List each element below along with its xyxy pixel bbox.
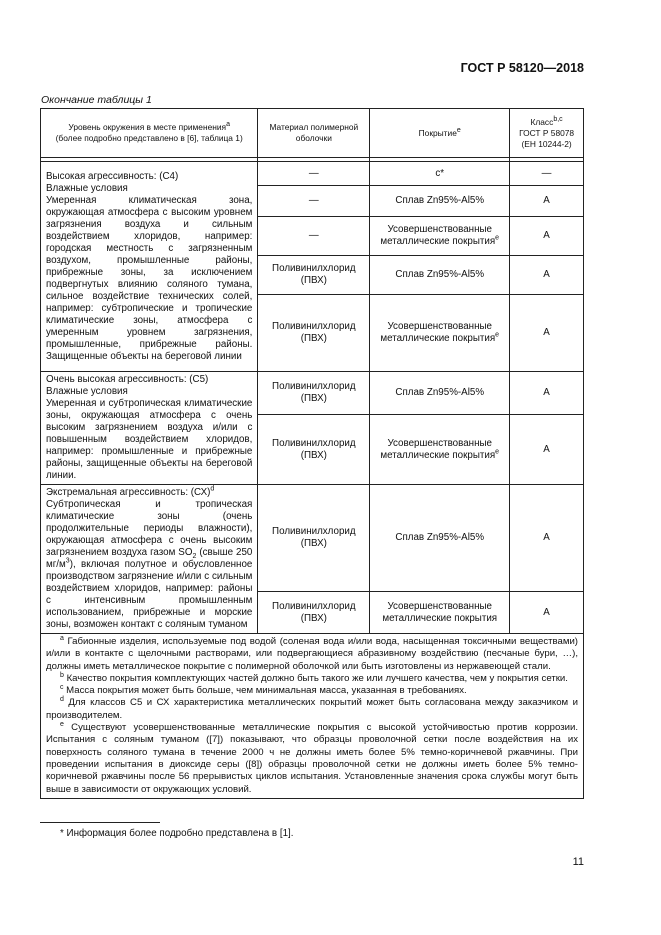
coating-cell: Усовершенствованные металлические покрытия$^e$ <box>370 295 510 372</box>
coating-cell: Усовершенствованные металлические покрытия <box>370 592 510 634</box>
header-environment: Уровень окружения в месте применения$^a$ (более подробно представлено в [6], таблица 1) <box>41 109 258 158</box>
table-row <box>41 372 584 415</box>
material-cell: — <box>258 217 370 256</box>
coating-cell: Сплав Zn95%-Al5% <box>370 372 510 415</box>
coating-cell: c* <box>370 162 510 186</box>
class-cell: — <box>510 162 584 186</box>
header-material: Материал полимерной оболочки <box>258 109 370 158</box>
note-b: $^b$ Качество покрытия комплектующих частей должно быть такого же или лучшего качества, чем у покрытия сетки. <box>60 671 568 684</box>
notes-row <box>41 634 584 799</box>
note-d: $^d$ Для классов С5 и СХ характеристика металлических покрытий может быть согласована между заказчиком и производителем. <box>46 696 578 721</box>
standard-header: ГОСТ Р 58120—2018 <box>460 61 584 75</box>
material-cell: Поливинилхлорид (ПВХ) <box>258 295 370 372</box>
coating-cell: Сплав Zn95%-Al5% <box>370 186 510 217</box>
table-notes <box>41 634 584 799</box>
coating-cell: Сплав Zn95%-Al5% <box>370 485 510 592</box>
coating-table <box>40 108 584 799</box>
coating-cell: Усовершенствованные металлические покрытия$^e$ <box>370 415 510 485</box>
material-cell: Поливинилхлорид (ПВХ) <box>258 415 370 485</box>
coating-cell: Усовершенствованные металлические покрытия$^e$ <box>370 217 510 256</box>
material-cell: — <box>258 186 370 217</box>
coating-cell: Сплав Zn95%-Al5% <box>370 256 510 295</box>
table-header-row <box>41 109 584 158</box>
footnote-divider <box>40 822 160 823</box>
class-cell: A <box>510 372 584 415</box>
material-cell: Поливинилхлорид (ПВХ) <box>258 372 370 415</box>
table-row <box>41 485 584 592</box>
class-cell: A <box>510 256 584 295</box>
table-row <box>41 162 584 186</box>
header-class: Класс$^{b,c}$ ГОСТ Р 58078 (EH 10244-2) <box>510 109 584 158</box>
page-number: 11 <box>572 856 584 868</box>
table-caption: Окончание таблицы 1 <box>41 94 152 106</box>
material-cell: Поливинилхлорид (ПВХ) <box>258 592 370 634</box>
environment-cx: Экстремальная агрессивность: (СХ)$^d$ Субтропическая и тропическая климатические зоны (очень продолжительные периоды влажности), окружающая атмосфера с очень высоким загрязнением воздуха газом $SO_2$ (свыше 250 $мг/м^3$), включая полутное и обусловленное производством загрязнение и/или с сильным воздействием хлоридов, например: районы с интенсивным промышленным использованием, прибрежные и морские зоны, возможен контакт с соляным туманом <box>41 485 258 634</box>
class-cell: A <box>510 415 584 485</box>
material-cell: — <box>258 162 370 186</box>
environment-c5: Очень высокая агрессивность: (С5) Влажные условия Умеренная и субтропическая климатические зоны, окружающая атмосфера с очень высоким загрязнением воздуха и/или с повышенным воздействием хлоридов, например: промышленные и прибрежные районы, защищенные объекты на береговой линии. <box>41 372 258 485</box>
note-c: $^c$ Масса покрытия может быть больше, чем минимальная масса, указанная в требованиях. <box>60 684 467 697</box>
material-cell: Поливинилхлорид (ПВХ) <box>258 485 370 592</box>
note-a: $^a$ Габионные изделия, используемые под водой (соленая вода и/или вода, насыщенная токсичными веществами) и/или в контакте с щелочными растворами, или подвергающиеся абразивному воздействию (песчаные бури, …), должны иметь металлическое покрытие с полимерной оболочкой или быть изготовлены из нержавеющей стали. <box>46 634 578 672</box>
footnote: * Информация более подробно представлена в [1]. <box>60 828 294 839</box>
note-e: $^e$ Существуют усовершенствованные металлические покрытия с высокой устойчивостью против коррозии. Испытания с соляным туманом ([7]) показывают, что образцы проволочной сетки после воздействия на их поверхность соляного тумана в течение 2000 ч не должны иметь более 5% темно-коричневой ржавчины. При проведении испытания в диоксиде серы ([8]) образцы проволочной сетки не должны иметь более 5% темно-коричневой ржавчины после 56 прерывистых циклов испытания. Установленные значения срока службы могут быть выше в зависимости от окружающих условий. <box>46 720 578 795</box>
class-cell: A <box>510 217 584 256</box>
class-cell: A <box>510 186 584 217</box>
class-cell: A <box>510 295 584 372</box>
class-cell: A <box>510 485 584 592</box>
environment-c4: Высокая агрессивность: (С4) Влажные условия Умеренная климатическая зона, окружающая атмосфера с высоким уровнем загрязнения воздуха и сильным воздействием хлоридов, например: городская местность с загрязненным воздухом, промышленные районы, прибрежные зоны, за исключением подвергнутых влиянию соляного тумана, сильное воздействие технических солей, например: субтропические и тропические климатические зоны, атмосфера с умеренным уровнем загрязнения, промышленные, прибрежные районы. Защищенные объекты на береговой линии <box>41 162 258 372</box>
header-coating: Покрытие$^e$ <box>370 109 510 158</box>
class-cell: A <box>510 592 584 634</box>
material-cell: Поливинилхлорид (ПВХ) <box>258 256 370 295</box>
